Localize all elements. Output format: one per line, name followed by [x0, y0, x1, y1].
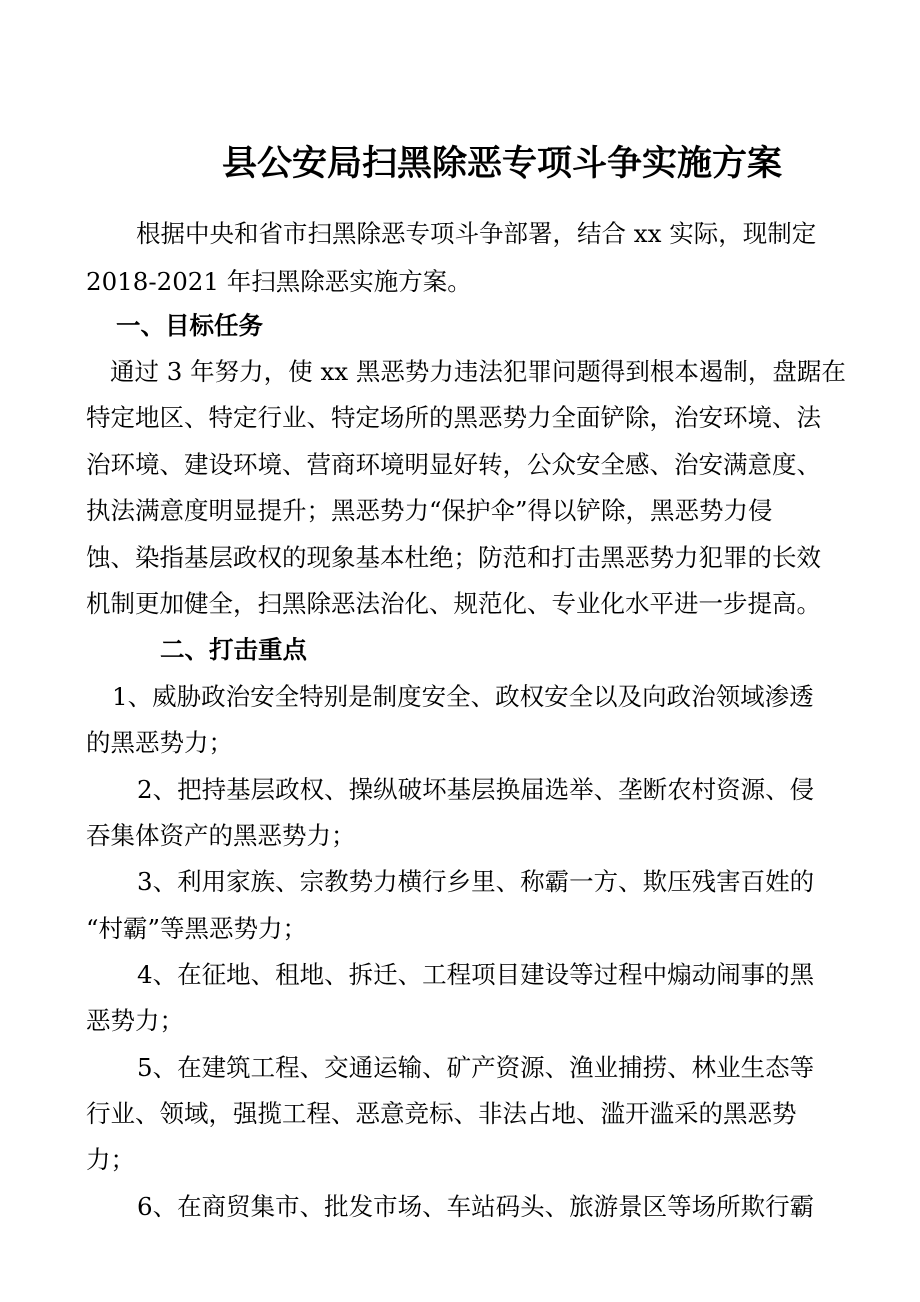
focus-item-3-line-1: 3、利用家族、宗教势力横行乡里、称霸一方、欺压残害百姓的 — [137, 867, 815, 896]
goals-line-5: 蚀、染指基层政权的现象基本杜绝；防范和打击黑恶势力犯罪的长效 — [86, 543, 821, 572]
goals-line-4: 执法满意度明显提升；黑恶势力“保护伞”得以铲除，黑恶势力侵 — [86, 496, 773, 525]
focus-item-4-line-2: 恶势力； — [86, 1006, 184, 1035]
focus-item-5-line-3: 力； — [86, 1145, 135, 1174]
focus-item-4-line-1: 4、在征地、租地、拆迁、工程项目建设等过程中煽动闹事的黑 — [137, 960, 815, 989]
document-title: 县公安局扫黑除恶专项斗争实施方案 — [222, 143, 783, 184]
focus-item-6-line-1: 6、在商贸集市、批发市场、车站码头、旅游景区等场所欺行霸 — [137, 1192, 815, 1221]
goals-line-3: 治环境、建设环境、营商环境明显好转，公众安全感、治安满意度、 — [86, 450, 821, 479]
intro-line-2: 2018-2021 年扫黑除恶实施方案。 — [86, 267, 472, 296]
intro-line-1: 根据中央和省市扫黑除恶专项斗争部署，结合 xx 实际，现制定 — [136, 219, 817, 248]
focus-item-2-line-2: 吞集体资产的黑恶势力； — [86, 821, 356, 850]
focus-item-3-line-2: “村霸”等黑恶势力； — [86, 914, 308, 943]
goals-line-6: 机制更加健全，扫黑除恶法治化、规范化、专业化水平进一步提高。 — [86, 589, 821, 618]
focus-item-1-line-1: 1、威胁政治安全特别是制度安全、政权安全以及向政治领域渗透 — [112, 682, 814, 711]
section-heading-goals: 一、目标任务 — [116, 311, 263, 340]
focus-item-5-line-1: 5、在建筑工程、交通运输、矿产资源、渔业捕捞、林业生态等 — [137, 1053, 815, 1082]
goals-line-2: 特定地区、特定行业、特定场所的黑恶势力全面铲除，治安环境、法 — [86, 403, 821, 432]
goals-line-1: 通过 3 年努力，使 xx 黑恶势力违法犯罪问题得到根本遏制，盘踞在 — [110, 357, 846, 386]
section-heading-focus: 二、打击重点 — [160, 635, 307, 664]
focus-item-1-line-2: 的黑恶势力； — [86, 728, 233, 757]
focus-item-2-line-1: 2、把持基层政权、操纵破坏基层换届选举、垄断农村资源、侵 — [137, 775, 815, 804]
focus-item-5-line-2: 行业、领域，强揽工程、恶意竞标、非法占地、滥开滥采的黑恶势 — [86, 1099, 797, 1128]
